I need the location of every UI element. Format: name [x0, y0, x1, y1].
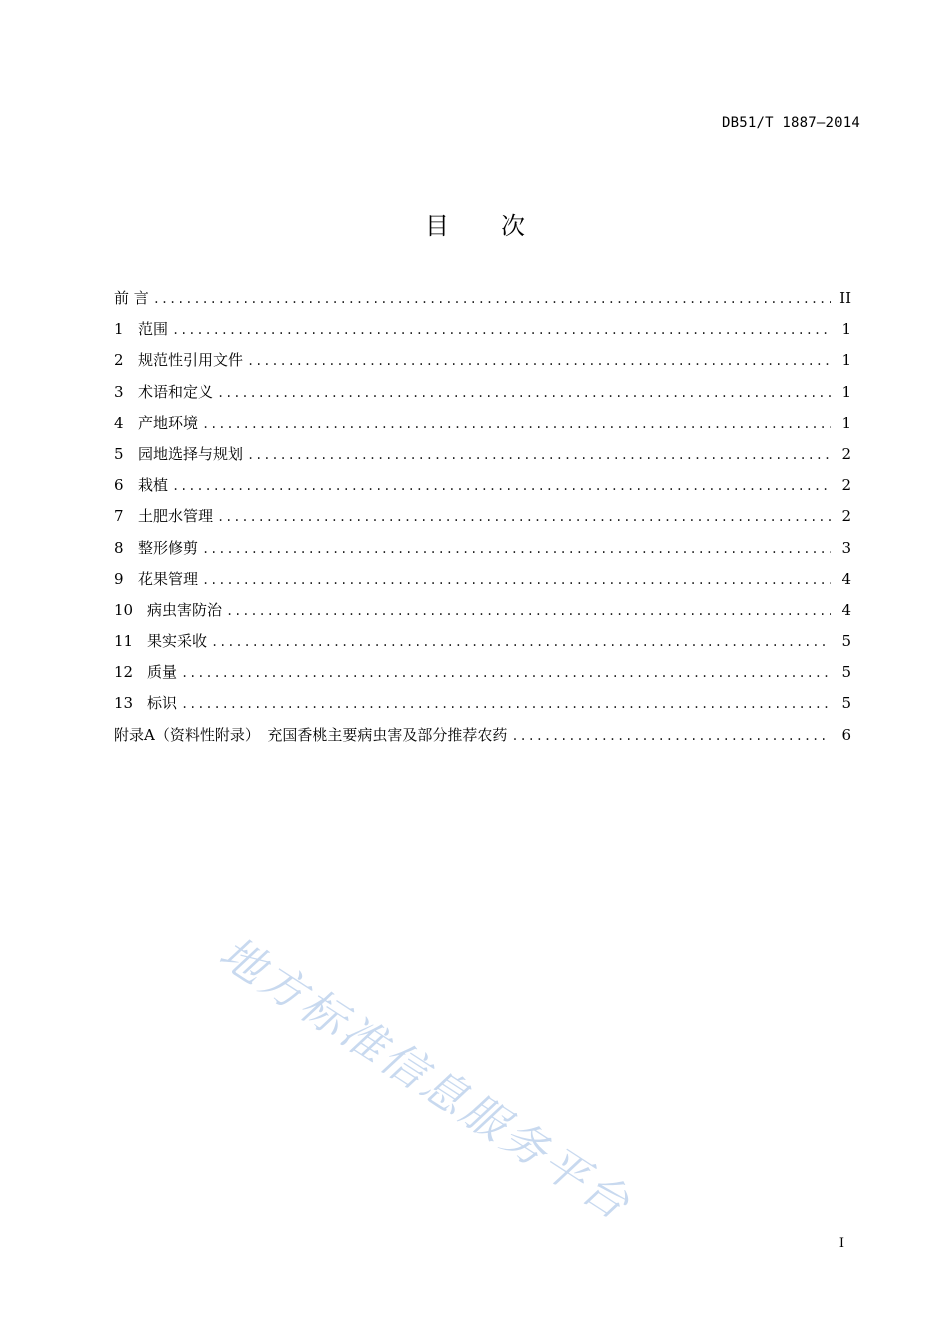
toc-leader-dots	[172, 319, 831, 341]
toc-entry-page: 3	[841, 538, 851, 557]
toc-leader-dots	[202, 569, 831, 591]
toc-leader-dots	[202, 413, 831, 435]
toc-entry-number: 11	[114, 632, 134, 651]
toc-entry-label: 范围	[138, 320, 169, 339]
toc-entry-label: 前 言	[114, 289, 149, 307]
table-of-contents	[114, 287, 851, 755]
toc-entry-page: 5	[841, 632, 851, 651]
standard-code: DB51/T 1887—2014	[721, 115, 860, 131]
toc-entry-9[interactable]	[114, 568, 851, 599]
toc-entry-page: 1	[841, 413, 851, 432]
toc-entry-page: 1	[841, 382, 851, 401]
toc-leader-dots	[172, 475, 831, 497]
toc-leader-dots	[217, 382, 831, 404]
toc-entry-label: 病虫害防治	[147, 600, 223, 619]
toc-entry-label: 花果管理	[138, 569, 199, 588]
toc-entry-number: 10	[114, 600, 134, 619]
toc-entry-7[interactable]	[114, 505, 851, 536]
toc-entry-number: 1	[114, 320, 124, 339]
toc-entry-page: 5	[841, 694, 851, 713]
toc-entry-page: 2	[841, 507, 851, 526]
toc-entry-label: 果实采收	[147, 632, 208, 651]
toc-entry-1[interactable]	[114, 318, 851, 349]
toc-entry-12[interactable]	[114, 661, 851, 692]
toc-entry-label: 附录A（资料性附录） 充国香桃主要病虫害及部分推荐农药	[114, 725, 508, 744]
toc-entry-13[interactable]	[114, 692, 851, 723]
toc-leader-dots	[153, 288, 831, 310]
toc-entry-number: 9	[114, 569, 124, 588]
toc-entry-8[interactable]	[114, 537, 851, 568]
toc-entry-label: 质量	[147, 663, 178, 682]
toc-entry-number: 5	[114, 444, 124, 463]
toc-entry-label: 术语和定义	[138, 382, 214, 401]
toc-entry-number: 4	[114, 413, 124, 432]
toc-entry-number: 12	[114, 663, 134, 682]
toc-entry-page: 4	[841, 600, 851, 619]
toc-leader-dots	[181, 693, 831, 715]
toc-entry-11[interactable]	[114, 630, 851, 661]
toc-leader-dots	[247, 444, 831, 466]
toc-entry-page: 5	[841, 663, 851, 682]
toc-entry-4[interactable]	[114, 412, 851, 443]
toc-leader-dots	[247, 350, 831, 372]
toc-entry-page: 4	[841, 569, 851, 588]
toc-entry-5[interactable]	[114, 443, 851, 474]
toc-leader-dots	[181, 662, 831, 684]
toc-entry-number: 2	[114, 351, 124, 370]
toc-leader-dots	[226, 600, 831, 622]
page-title: 目次	[425, 212, 577, 240]
toc-entry-number: 8	[114, 538, 124, 557]
toc-entry-label: 园地选择与规划	[138, 444, 244, 463]
toc-entry-number: 7	[114, 507, 124, 526]
toc-entry-label: 产地环境	[138, 413, 199, 432]
toc-entry-label: 整形修剪	[138, 538, 199, 557]
toc-entry-label: 标识	[147, 694, 178, 713]
toc-entry-number: 3	[114, 382, 124, 401]
toc-entry-label: 土肥水管理	[138, 507, 214, 526]
toc-entry-10[interactable]	[114, 599, 851, 630]
toc-entry-appendix-a[interactable]	[114, 724, 851, 755]
toc-entry-page: 2	[841, 476, 851, 495]
toc-entry-6[interactable]	[114, 474, 851, 505]
toc-entry-number: 13	[114, 694, 134, 713]
toc-leader-dots	[217, 506, 831, 528]
toc-entry-2[interactable]	[114, 349, 851, 380]
toc-entry-label: 栽植	[138, 476, 169, 495]
toc-entry-page: 1	[841, 351, 851, 370]
toc-entry-number: 6	[114, 476, 124, 495]
toc-leader-dots	[211, 631, 831, 653]
toc-entry-3[interactable]	[114, 381, 851, 412]
watermark: 地方标准信息服务平台	[210, 927, 641, 1232]
toc-entry-page: 6	[841, 725, 851, 744]
toc-entry-page: II	[839, 289, 851, 307]
toc-leader-dots	[202, 538, 831, 560]
toc-leader-dots	[511, 725, 831, 747]
page-number: I	[838, 1236, 844, 1251]
toc-entry-label: 规范性引用文件	[138, 351, 244, 370]
toc-entry-foreword[interactable]	[114, 287, 851, 318]
toc-entry-page: 2	[841, 444, 851, 463]
toc-entry-page: 1	[841, 320, 851, 339]
